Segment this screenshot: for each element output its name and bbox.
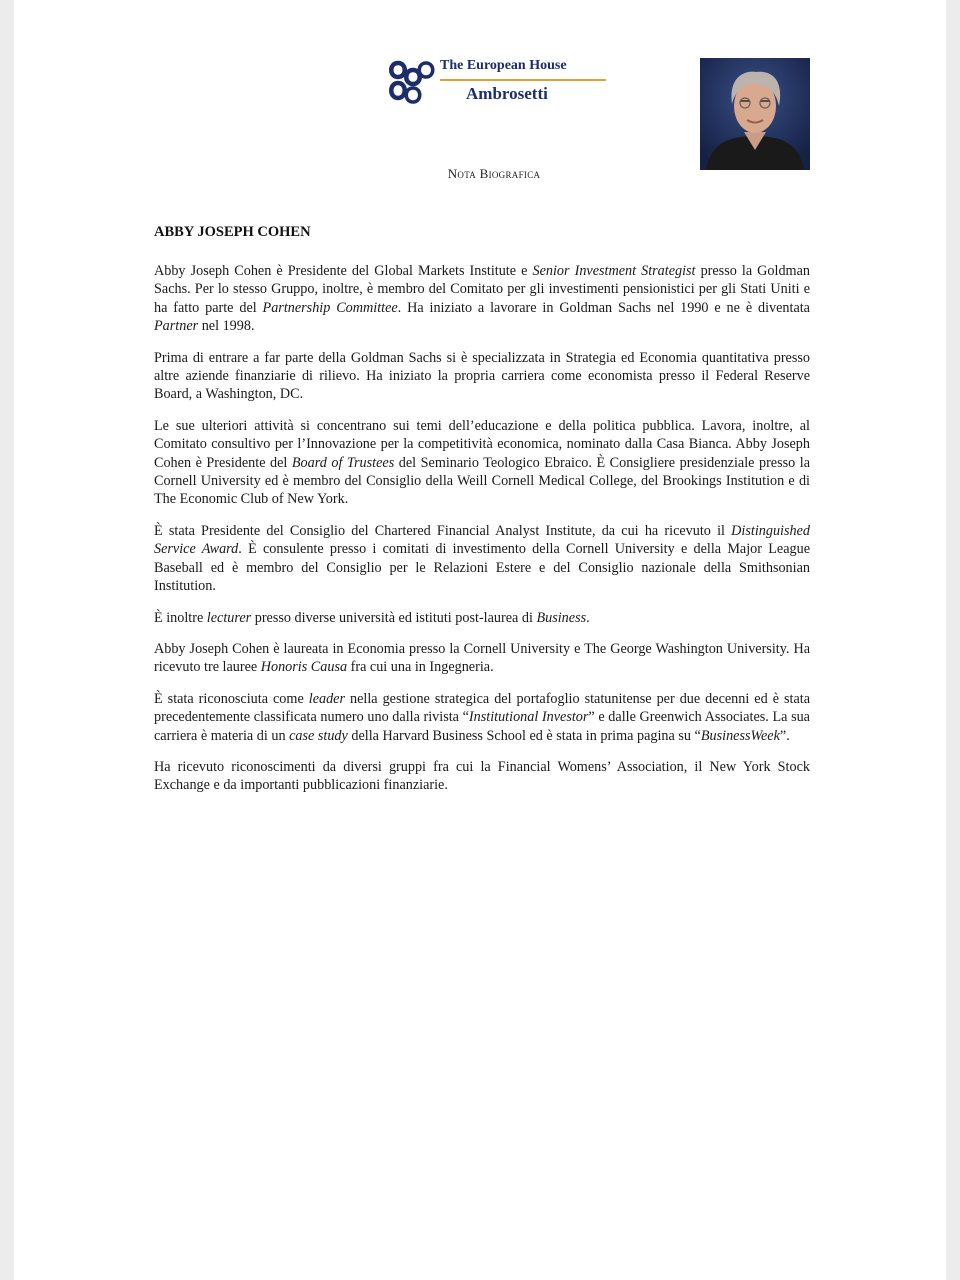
biography-body <box>154 262 810 808</box>
bio-paragraph-2: Prima di entrare a far parte della Goldman Sachs si è specializzata in Strategia ed Economia quantitativa presso altre aziende finanziarie di rilievo. Ha iniziato la propria carriera come economista presso il Federal Reserve Board, a Washington, DC. <box>154 349 810 403</box>
bio-paragraph-3: Le sue ulteriori attività si concentrano sui temi dell’educazione e della politica pubblica. Lavora, inoltre, al Comitato consultivo per l’Innovazione per la competitività economica, nominato dalla Casa Bianca. Abby Joseph Cohen è Presidente del Board of Trustees del Seminario Teologico Ebraico. È Consigliere presidenziale presso la Cornell University ed è membro del Consiglio della Weill Cornell Medical College, del Brookings Institution e di The Economic Club of New York. <box>154 417 810 508</box>
bio-paragraph-7: È stata riconosciuta come leader nella gestione strategica del portafoglio statunitense per due decenni ed è stata precedentemente classificata numero uno dalla rivista “Institutional Investor” e dalle Greenwich Associates. La sua carriera è materia di un case study della Harvard Business School ed è stata in prima pagina su “BusinessWeek”. <box>154 690 810 744</box>
document-page <box>14 0 946 1280</box>
logo-text-line2: Ambrosetti <box>466 84 548 103</box>
document-title: Nota Biografica <box>447 166 541 181</box>
bio-paragraph-4: È stata Presidente del Consiglio del Chartered Financial Analyst Institute, da cui ha ricevuto il Distinguished Service Award. È consulente presso i comitati di investimento della Cornell University e della Major League Baseball ed è membro del Consiglio per le Relazioni Estere e del Consiglio nazionale della Smithsonian Institution. <box>154 522 810 595</box>
logo-text-line1: The European House <box>440 58 567 73</box>
bio-paragraph-8: Ha ricevuto riconoscimenti da diversi gruppi fra cui la Financial Womens’ Association, il New York Stock Exchange e da importanti pubblicazioni finanziarie. <box>154 758 810 794</box>
bio-paragraph-1: Abby Joseph Cohen è Presidente del Global Markets Institute e Senior Investment Strategist presso la Goldman Sachs. Per lo stesso Gruppo, inoltre, è membro del Comitato per gli investimenti pensionistici per gli Stati Uniti e ha fatto parte del Partnership Committee. Ha iniziato a lavorare in Goldman Sachs nel 1990 e ne è diventata Partner nel 1998. <box>154 263 810 335</box>
bio-paragraph-6: Abby Joseph Cohen è laureata in Economia presso la Cornell University e The George Washington University. Ha ricevuto tre lauree Honoris Causa fra cui una in Ingegneria. <box>154 640 810 676</box>
ambrosetti-logo-icon <box>386 58 438 104</box>
person-name: ABBY JOSEPH COHEN <box>154 224 311 240</box>
logo-divider <box>440 79 606 81</box>
portrait-photo <box>700 58 810 170</box>
bio-paragraph-5: È inoltre lecturer presso diverse università ed istituti post-laurea di Business. <box>154 609 590 626</box>
ambrosetti-logo <box>386 58 616 108</box>
